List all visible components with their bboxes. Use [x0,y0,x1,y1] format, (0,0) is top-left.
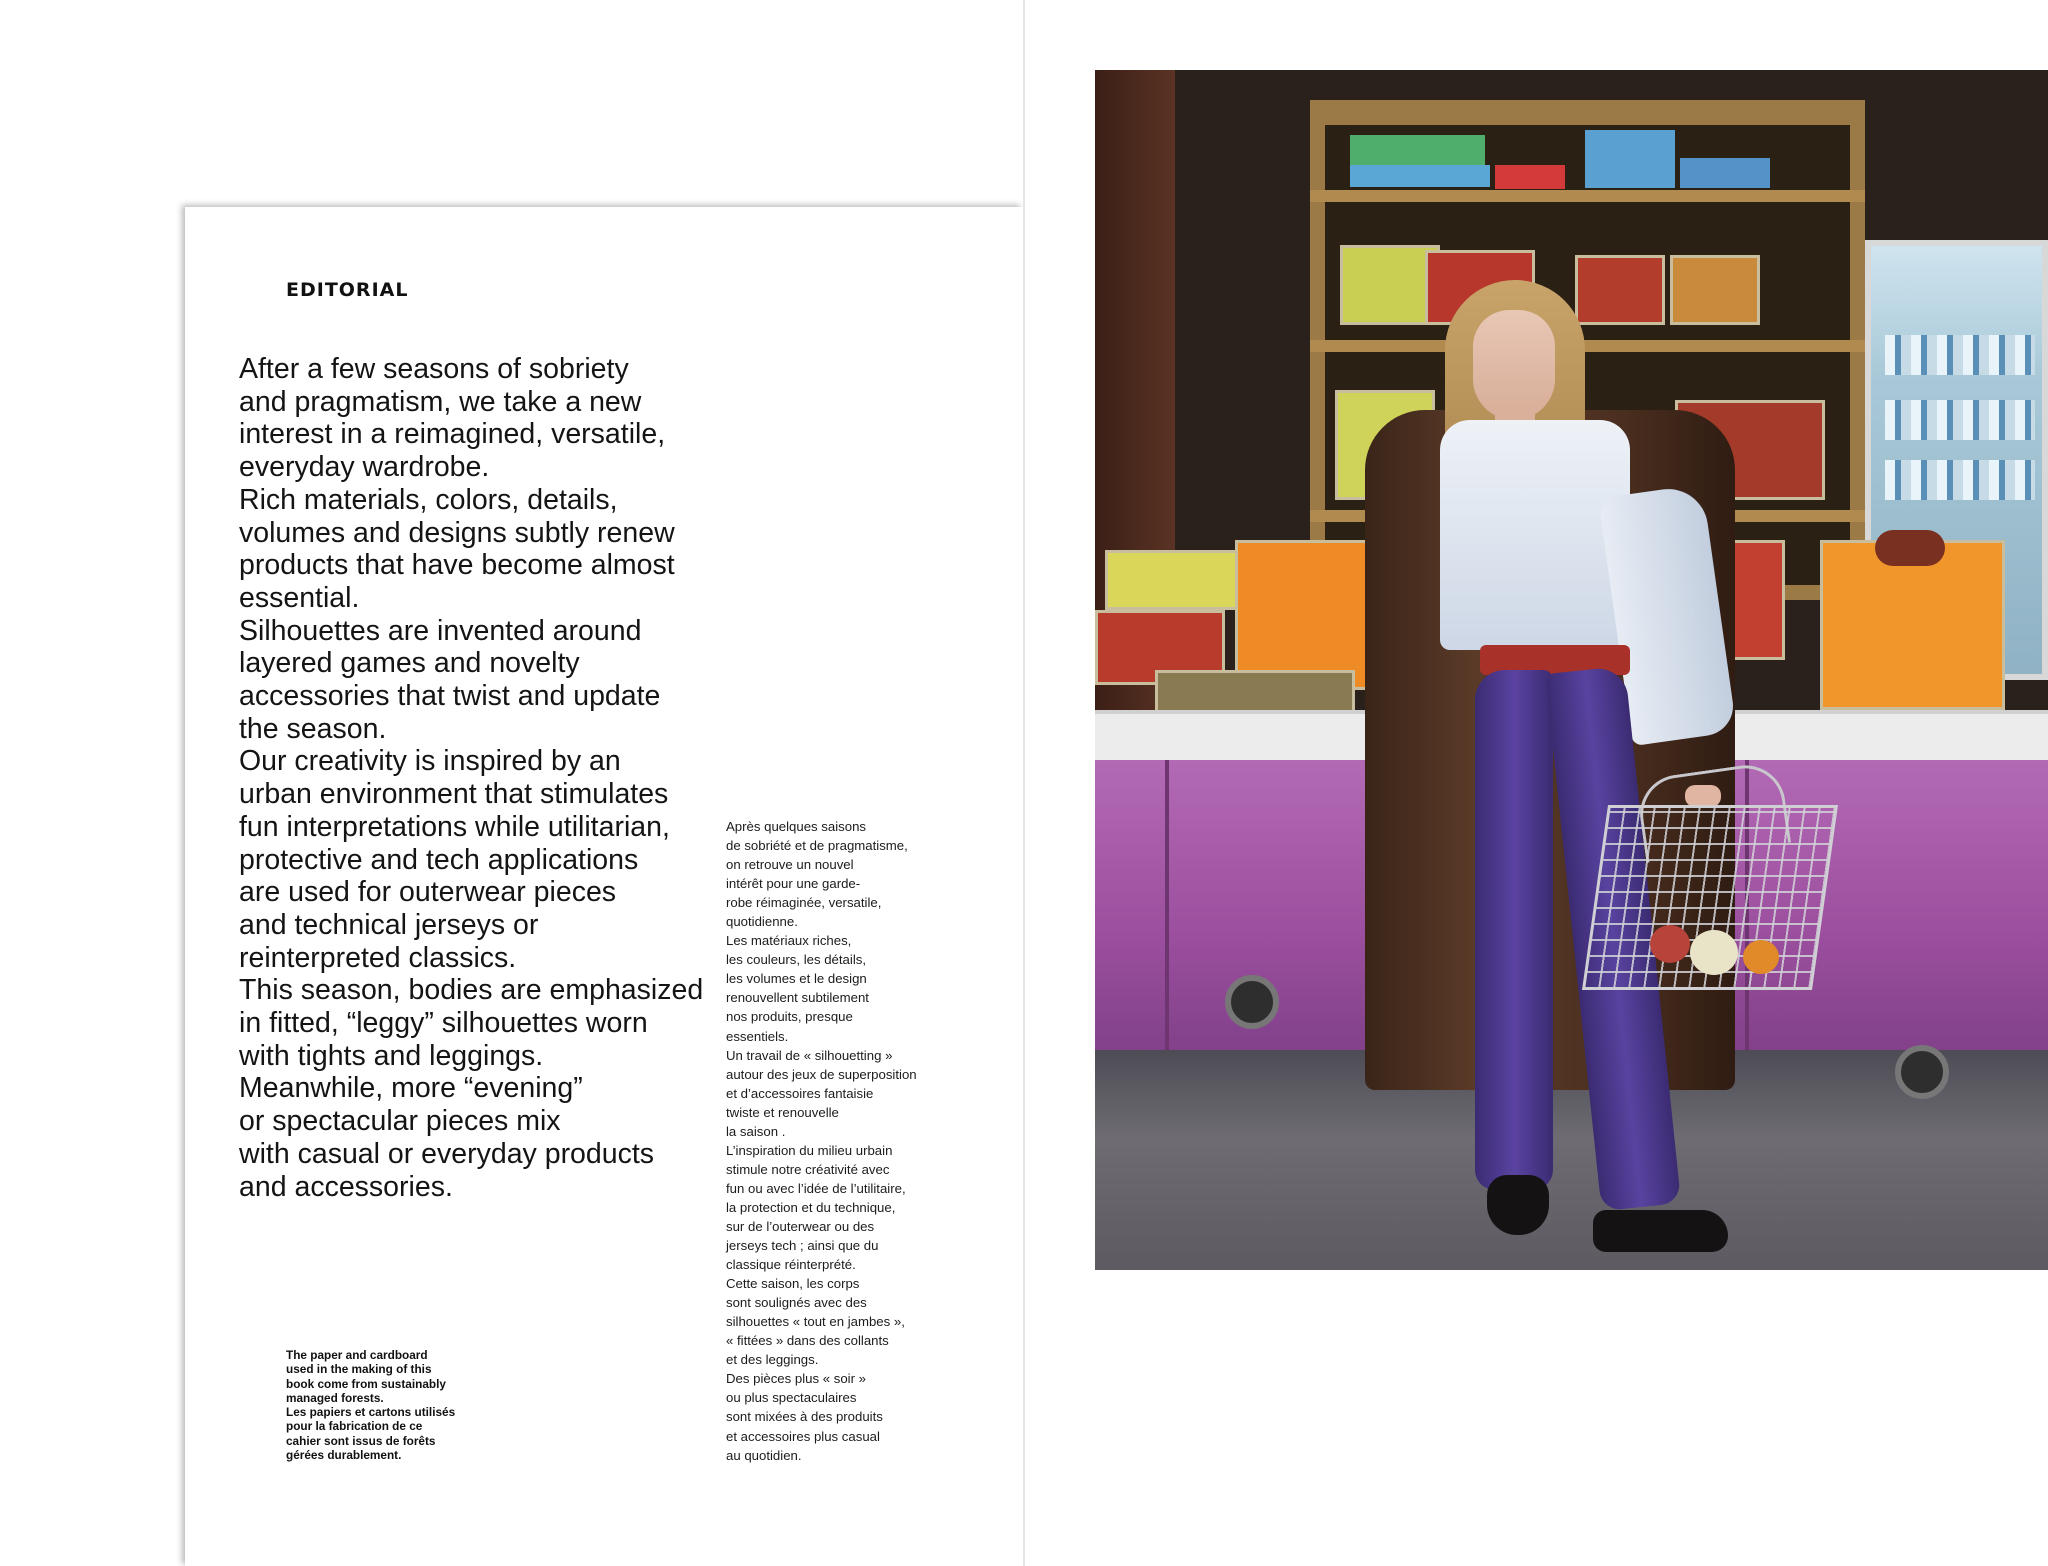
section-label: EDITORIAL [286,279,409,301]
paper-sourcing-footnote: The paper and cardboard used in the making of this book come from sustainably managed forests. Les papiers et cartons utilisés pour la fabrication de ce cahier sont issus de forêts gérées durablement. [286,1348,456,1463]
photo-shirt [1440,420,1630,650]
french-paragraph: Après quelques saisons de sobriété et de pragmatisme, on retrouve un nouvel intérêt pour une garde- robe réimaginée, versatile, quotidienne. Les matériaux riches, les couleurs, les détails, les volumes et le design renouvellent subtilement nos produits, presque essentiels. Un travail de « silhouetting » autour des jeux de superposition et d’accessoires fantaisie twiste et renouvelle la saison . L’inspiration du milieu urbain stimule notre créativité avec fun ou avec l’idée de l’utilitaire, la protection et du technique, sur de l’outerwear ou des jerseys tech ; ainsi que du classique réinterprété. Cette saison, les corps sont soulignés avec des silhouettes « tout en jambes », « fittées » dans des collants et des leggings. Des pièces plus « soir » ou plus spectaculaires sont mixées à des produits et accessoires plus casual au quotidien. [726,819,917,1463]
photo-tights [1475,670,1553,1190]
photo-model-face [1473,310,1555,420]
english-body-text [239,353,739,1203]
english-paragraph: After a few seasons of sobriety and pragmatism, we take a new interest in a reimagined, versatile, everyday wardrobe. Rich materials, colors, details, volumes and designs subtly renew products that have become almost essential. Silhouettes are invented around layered games and novelty accessories that twist and update the season. Our creativity is inspired by an urban environment that stimulates fun interpretations while utilitarian, protective and tech applications are used for outerwear pieces and technical jerseys or reinterpreted classics. This season, bodies are emphasized in fitted, “leggy” silhouettes worn with tights and leggings. Meanwhile, more “evening” or spectacular pieces mix with casual or everyday products and accessories. [239,353,704,1203]
fashion-photograph [1095,70,2048,1270]
left-page [0,0,1023,1566]
editorial-insert-page [185,207,1023,1566]
french-body-text [726,817,956,1465]
